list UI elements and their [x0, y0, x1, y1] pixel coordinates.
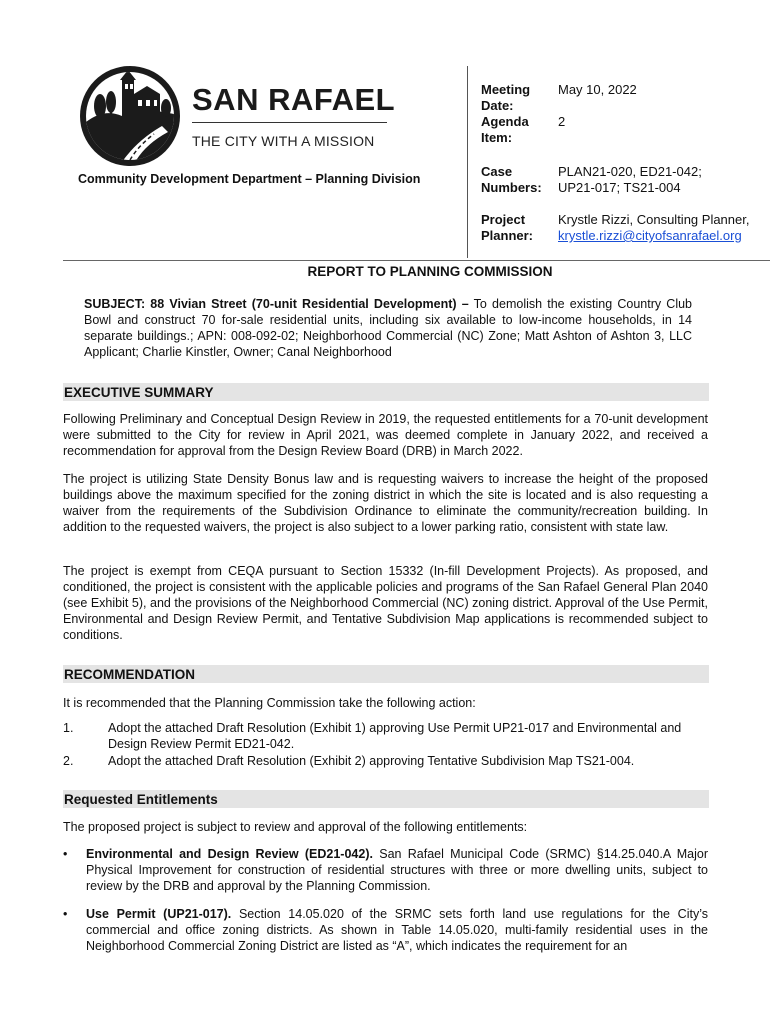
planner-label: Project Planner: — [481, 212, 534, 243]
planner-name: Krystle Rizzi, Consulting Planner, — [558, 212, 750, 227]
city-tagline: THE CITY WITH A MISSION — [192, 133, 375, 149]
subject-paragraph — [84, 296, 692, 360]
subject-text: To demolish the existing Country Club Bowl and construct 70 for-sale residential units, including six available to low-income households, in 14 separate buildings.; APN: 008-092-02; Neighborhood Commercial (NC) Zone; Matt Ashton of Ashton 3, LLC Applicant; Charlie Kinstler, Owner; Canal Neighborhood — [84, 297, 693, 359]
case-numbers-line1: PLAN21-020, ED21-042; — [558, 164, 702, 179]
entitlement-item-1 — [86, 846, 708, 894]
bullet-marker: • — [63, 847, 68, 861]
recommendation-item-2-number: 2. — [63, 754, 74, 768]
entitlements-heading: Requested Entitlements — [63, 790, 709, 808]
san-rafael-logo — [78, 64, 182, 168]
report-title: REPORT TO PLANNING COMMISSION — [307, 264, 553, 279]
planner-email-link[interactable]: krystle.rizzi@cityofsanrafael.org — [558, 228, 742, 243]
agenda-item: 2 — [558, 114, 566, 129]
executive-summary-p3: The project is exempt from CEQA pursuant to Section 15332 (In-fill Development Projects). As proposed, and conditioned, the project is consistent with the applicable policies and programs of the San Rafael General Plan 2040 (see Exhibit 5), and the provisions of the Neighborhood Commercial (NC) zoning district. Approval of the Use Permit, Environmental and Design Review Permit, and Tentative Subdivision Map applications is recommended subject to conditions. — [63, 564, 708, 642]
entitlements-intro: The proposed project is subject to review and approval of the following entitlements: — [63, 820, 528, 834]
entitlement-item-2-text: Section 14.05.020 of the SRMC sets forth land use regulations for the City’s commercial and office zoning districts. As shown in Table 14.05.020, multi-family residential uses in the Neighborhood Commercial Zoning District are listed as “A”, which indicates the requirement for an — [86, 907, 708, 953]
recommendation-item-2: Adopt the attached Draft Resolution (Exhibit 2) approving Tentative Subdivision Map TS21-004. — [108, 754, 635, 768]
department-name: Community Development Department – Planning Division — [78, 172, 421, 186]
brand-divider — [192, 122, 387, 123]
executive-summary-p1: Following Preliminary and Conceptual Design Review in 2019, the requested entitlements for a 70-unit development were submitted to the City for review in April 2021, was deemed complete in January 2022, and received a recommendation for approval from the Design Review Board (DRB) in March 2022. — [63, 412, 708, 458]
agenda-item-label: Agenda Item: — [481, 114, 529, 145]
bullet-marker: • — [63, 907, 68, 921]
recommendation-intro: It is recommended that the Planning Commission take the following action: — [63, 696, 476, 710]
meeting-date: May 10, 2022 — [558, 82, 637, 97]
recommendation-heading: RECOMMENDATION — [63, 665, 709, 683]
entitlement-item-2 — [86, 906, 708, 954]
header-divider — [467, 66, 468, 258]
case-numbers-label: Case Numbers: — [481, 164, 542, 195]
case-numbers-line2: UP21-017; TS21-004 — [558, 180, 681, 195]
header-rule — [63, 260, 770, 261]
meeting-date-label: Meeting Date: — [481, 82, 531, 113]
entitlement-item-2-lead: Use Permit (UP21-017). — [86, 907, 232, 921]
recommendation-item-1-number: 1. — [63, 721, 74, 735]
entitlement-item-1-text: San Rafael Municipal Code (SRMC) §14.25.040.A Major Physical Improvement for construction of residential structures with three or more dwelling units, subject to review by the DRB and approval by the Planning Commission. — [86, 847, 708, 893]
executive-summary-heading: EXECUTIVE SUMMARY — [63, 383, 709, 401]
city-name: SAN RAFAEL — [192, 82, 396, 117]
recommendation-item-1: Adopt the attached Draft Resolution (Exhibit 1) approving Use Permit UP21-017 and Environmental and Design Review Permit ED21-042. — [108, 721, 682, 751]
entitlement-item-1-lead: Environmental and Design Review (ED21-042). — [86, 847, 373, 861]
executive-summary-p2: The project is utilizing State Density Bonus law and is requesting waivers to increase the height of the proposed buildings above the maximum specified for the zoning district in which the site is located and is also requesting a waiver from the requirements of the Subdivision Ordinance to eliminate the community/recreation building. In addition to the requested waivers, the project is also subject to a lower parking ratio, consistent with state law. — [63, 472, 708, 534]
subject-lead: SUBJECT: 88 Vivian Street (70-unit Residential Development) – — [84, 297, 469, 311]
